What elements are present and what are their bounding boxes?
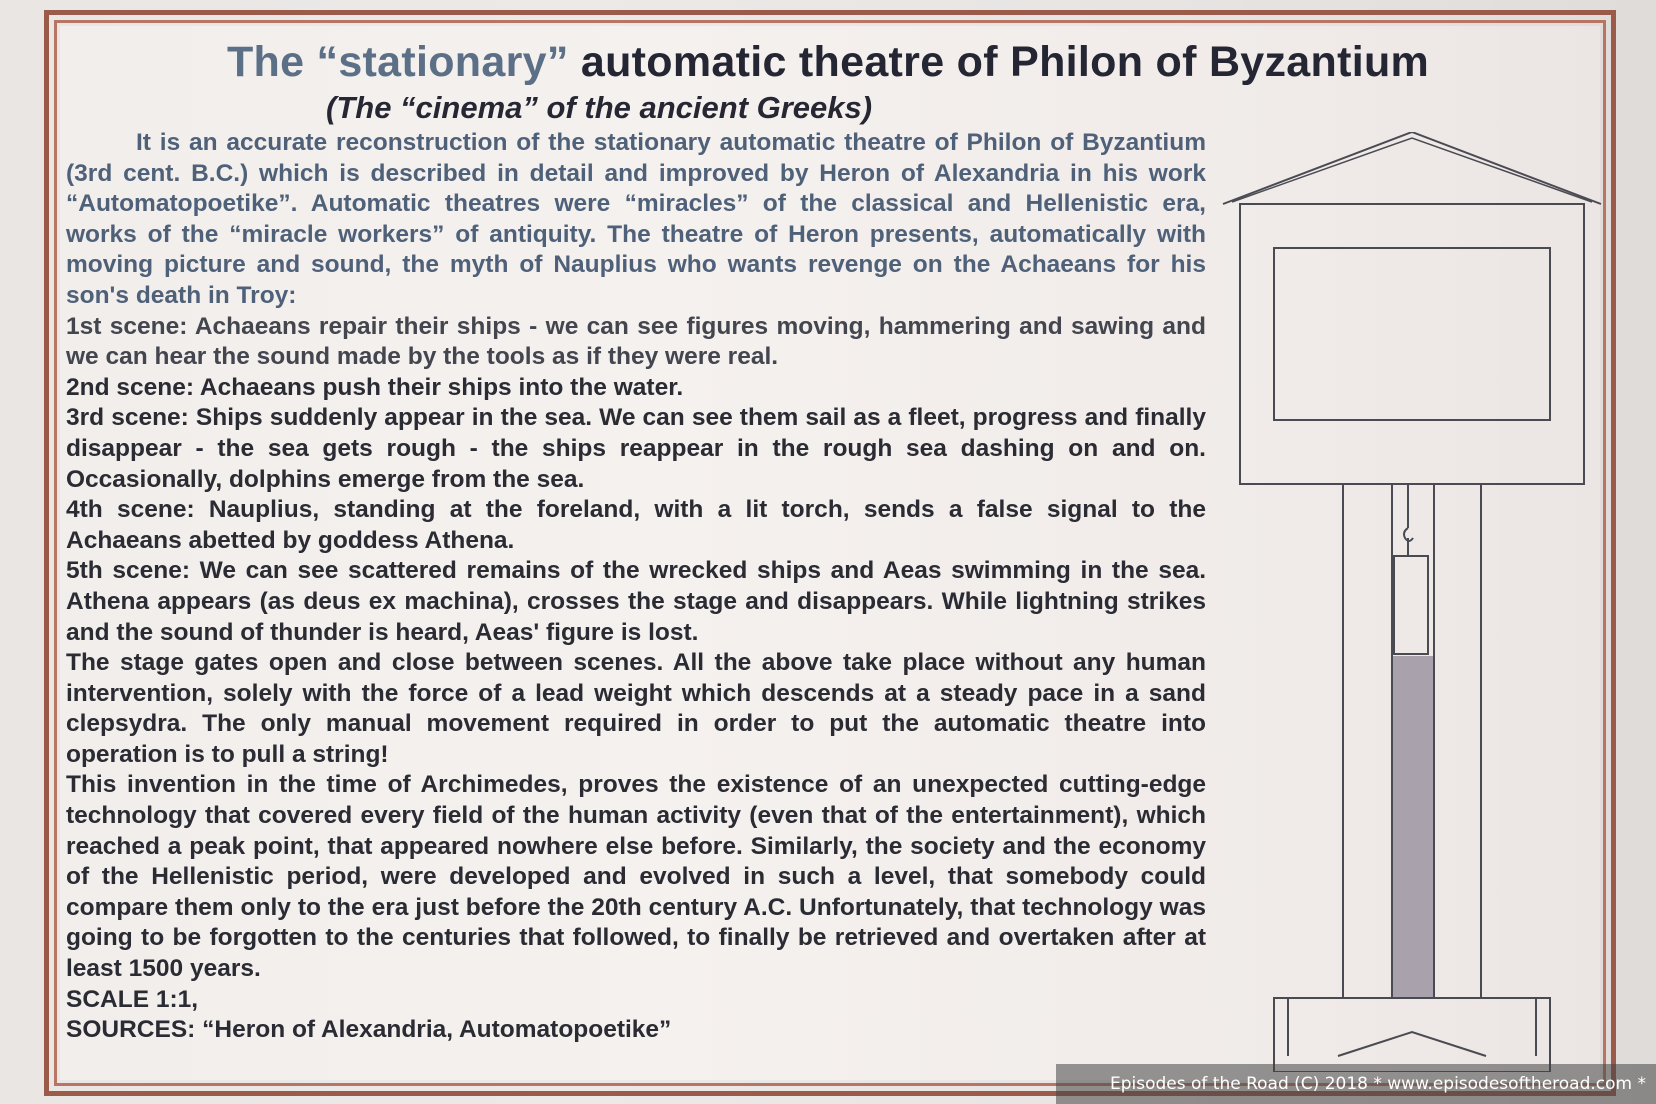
base-gable — [1338, 1032, 1486, 1056]
sign-title — [0, 38, 1656, 87]
sign-title-quoted-part: The “stationary” — [226, 38, 569, 86]
scene-2-paragraph: 2nd scene: Achaeans push their ships into the water. — [66, 373, 684, 401]
sign-body-text — [66, 128, 1206, 1046]
significance-paragraph: This invention in the time of Archimedes, proves the existence of an unexpected cutting-edge technology that covered every field of the human activity (even that of the entertainment), which reached a peak point, that appeared nowhere else before. Similarly, the society and the economy of the Hellenistic period, were developed and evolved in such a level, that somebody could compare them only to the era just before the 20th century A.C. Unfortunately, that technology was going to be forgotten to the centuries that followed, to finally be retrieved and overtaken after at least 1500 years. — [66, 771, 1206, 983]
scene-1-paragraph: 1st scene: Achaeans repair their ships - we can see figures moving, hammering and sawing and we can hear the sound made by the tools as if they were real. — [66, 312, 1206, 371]
sign-title-main-part: automatic theatre of Philon of Byzantium — [568, 38, 1430, 86]
sign-subtitle: (The “cinema” of the ancient Greeks) — [326, 90, 873, 125]
copyright-watermark: Episodes of the Road (C) 2018 * www.episodesoftheroad.com * — [1056, 1064, 1656, 1104]
mechanism-paragraph: The stage gates open and close between scenes. All the above take place without any human intervention, solely with the force of a lead weight which descends at a steady pace in a sand clepsydra. The only manual movement required in order to put the automatic theatre into operation is to pull a string! — [66, 649, 1206, 768]
theatre-cabinet — [1240, 204, 1584, 484]
theatre-roof-inner-line — [1232, 138, 1592, 202]
theatre-base — [1274, 998, 1550, 1072]
scale-line: SCALE 1:1, — [66, 985, 199, 1013]
sand-fill — [1393, 656, 1433, 998]
theatre-roof-outline — [1223, 132, 1601, 204]
scene-5-paragraph: 5th scene: We can see scattered remains of the wrecked ships and Aeas swimming in the sea. Athena appears (as deus ex machina), crosses the stage and disappears. While lightning strikes and the sound of thunder is heard, Aeas' figure is lost. — [66, 557, 1206, 646]
scene-3-paragraph: 3rd scene: Ships suddenly appear in the sea. We can see them sail as a fleet, progress and finally disappear - the sea gets rough - the ships reappear in the rough sea dashing on and on. Occasionally, dolphins emerge from the sea. — [66, 404, 1206, 493]
stage-opening — [1274, 248, 1550, 420]
sources-line: SOURCES: “Heron of Alexandria, Automatopoetike” — [66, 1016, 672, 1044]
scene-4-paragraph: 4th scene: Nauplius, standing at the foreland, with a lit torch, sends a false signal to the Achaeans abetted by goddess Athena. — [66, 496, 1206, 554]
intro-paragraph: It is an accurate reconstruction of the stationary automatic theatre of Philon of Byzantium (3rd cent. B.C.) which is described in detail and improved by Heron of Alexandria in his work “Automatopoetike”. Automatic theatres were “miracles” of the classical and Hellenistic era, works of the “miracle workers” of antiquity. The theatre of Heron presents, automatically with moving picture and sound, the myth of Nauplius who wants revenge on the Achaeans for his son's death in Troy: — [66, 129, 1206, 309]
lead-weight — [1394, 556, 1428, 654]
automatic-theatre-drawing — [1218, 132, 1606, 1072]
